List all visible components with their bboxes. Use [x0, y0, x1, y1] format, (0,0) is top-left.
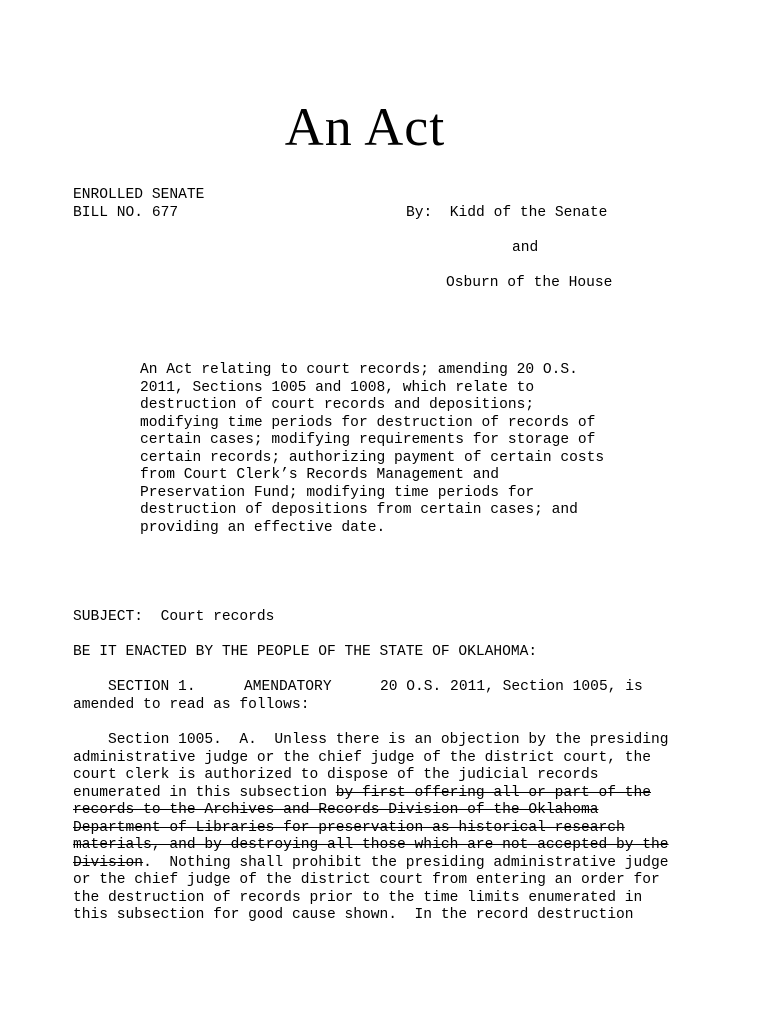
body-line: administrative judge or the chief judge of the district court, the [73, 749, 652, 766]
summary-line: providing an effective date. [140, 519, 386, 536]
body-line [73, 855, 669, 873]
body-line: court clerk is authorized to dispose of the judicial records [73, 767, 599, 783]
page-title: An Act [284, 97, 446, 157]
summary-line: destruction of depositions from certain cases; and [140, 502, 578, 518]
summary-line: Preservation Fund; modifying time periods for [140, 484, 535, 501]
body-text: . Nothing shall prohibit the presiding administrative judge [143, 854, 669, 871]
bill-label-line1: ENROLLED SENATE [73, 187, 205, 203]
summary-line: 2011, Sections 1005 and 1008, which relate to [140, 379, 535, 396]
enacting-clause: BE IT ENACTED BY THE PEOPLE OF THE STATE OF OKLAHOMA: [73, 644, 538, 660]
summary-line: An Act relating to court records; amending 20 O.S. [140, 362, 578, 378]
author-and: and [512, 240, 539, 256]
author-senate: By: Kidd of the Senate [406, 205, 608, 221]
struck-text: Division [73, 854, 144, 871]
section-label: SECTION 1. [108, 679, 196, 695]
act-summary [140, 362, 640, 537]
body-line: this subsection for good cause shown. In the record destruction [73, 907, 634, 923]
author-house: Osburn of the House [446, 275, 613, 291]
summary-line: certain records; authorizing payment of certain costs [140, 449, 605, 466]
section-line2: amended to read as follows: [73, 697, 310, 713]
struck-text: records to the Archives and Records Division of the Oklahoma [73, 802, 599, 818]
subject-line: SUBJECT: Court records [73, 609, 275, 625]
summary-line: certain cases; modifying requirements for storage of [140, 432, 596, 448]
struck-text: materials, and by destroying all those which are not accepted by the [73, 837, 669, 853]
body-line: Section 1005. A. Unless there is an objection by the presiding [73, 732, 669, 748]
body-text: enumerated in this subsection [73, 784, 336, 801]
struck-text: by first offering all or part of the [335, 784, 652, 801]
summary-line: modifying time periods for destruction of records of [140, 414, 596, 431]
body-line: the destruction of records prior to the time limits enumerated in [73, 889, 643, 906]
summary-line: destruction of court records and depositions; [140, 397, 535, 413]
section-citation: 20 O.S. 2011, Section 1005, is [380, 679, 643, 695]
struck-text: Department of Libraries for preservation as historical research [73, 819, 625, 836]
body-line: or the chief judge of the district court from entering an order for [73, 872, 660, 888]
section-type: AMENDATORY [244, 679, 332, 695]
body-line [73, 785, 669, 803]
summary-line: from Court Clerk’s Records Management and [140, 467, 500, 483]
bill-label-line2: BILL NO. 677 [73, 205, 179, 221]
section-1005-body [73, 732, 669, 925]
